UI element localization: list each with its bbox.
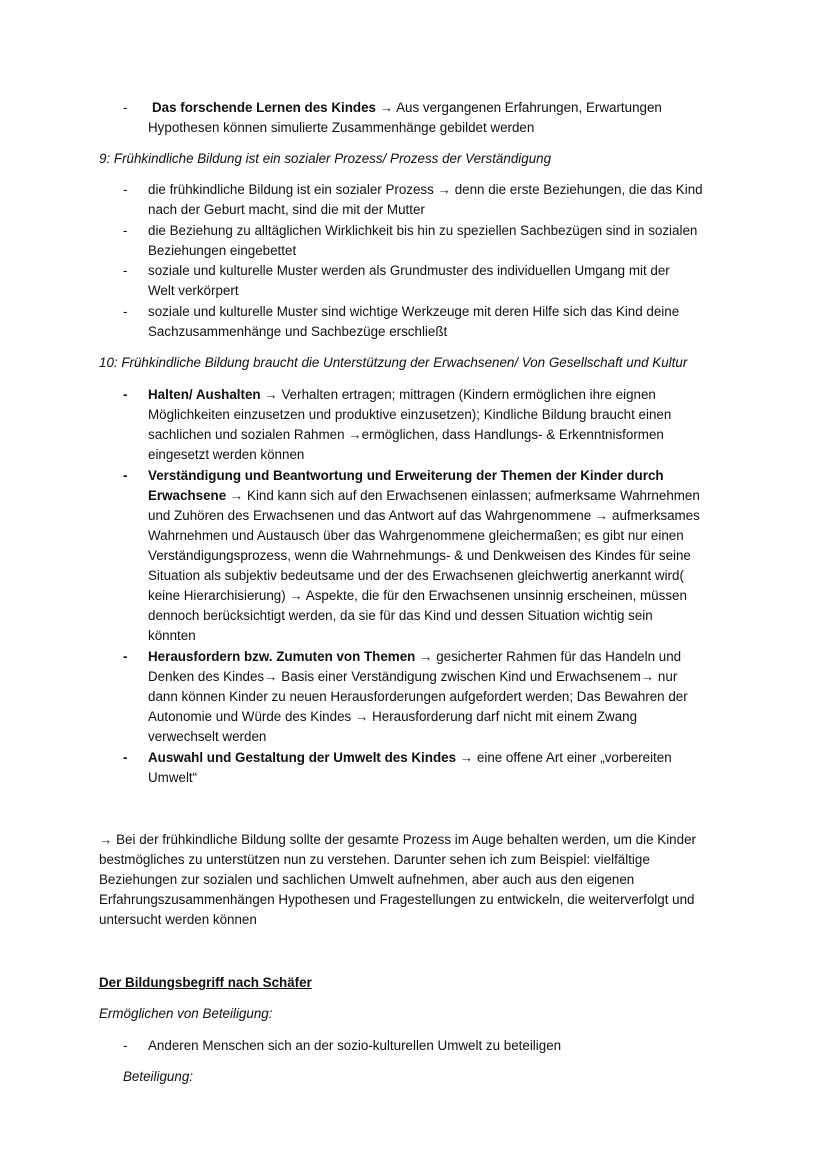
arrow-icon: →: [354, 709, 369, 724]
bildung-item: Anderen Menschen sich an der sozio-kulturellen Umwelt zu beteiligen: [148, 1038, 562, 1053]
s9-item-2-line-1: die Beziehung zu alltäglichen Wirklichkeit bis hin zu speziellen Sachbezügen sind in sozialen: [148, 223, 698, 238]
s9-item-1-text: die frühkindliche Bildung ist ein sozialer Prozess: [148, 182, 434, 197]
s9-item-1-text: denn die erste Beziehungen, die das Kind: [454, 182, 703, 197]
bullet-dash: -: [123, 468, 128, 483]
section-10-heading: 10: Frühkindliche Bildung braucht die Unterstützung der Erwachsenen/ Von Gesellschaft und Kultur: [99, 355, 688, 370]
s10-item-4-title: Auswahl und Gestaltung der Umwelt des Kindes: [148, 750, 457, 765]
intro-item-text: Aus vergangenen Erfahrungen, Erwartungen: [396, 100, 662, 115]
section-9-heading: 9: Frühkindliche Bildung ist ein sozialer Prozess/ Prozess der Verständigung: [99, 151, 552, 166]
s10-item-3-line-4: [148, 707, 637, 727]
arrow-icon: →: [289, 588, 303, 603]
s10-item-2-title-line-2: Erwachsene: [148, 488, 227, 503]
bildung-subheading: Ermöglichen von Beteiligung:: [99, 1006, 273, 1021]
arrow-icon: →: [459, 750, 474, 765]
s10-item-2-text: aufmerksames: [612, 508, 700, 523]
s9-item-4-line-1: soziale und kulturelle Muster sind wichtige Werkzeuge mit deren Hilfe sich das Kind deine: [148, 304, 680, 319]
intro-item-line-1: [152, 98, 662, 118]
s10-item-2-text: Kind kann sich auf den Erwachsenen einlassen; aufmerksame Wahrnehmen: [247, 488, 700, 503]
arrow-icon: →: [229, 488, 244, 503]
s10-item-3-text: nur: [657, 669, 678, 684]
s9-item-1-line-2: nach der Geburt macht, sind die mit der Mutter: [148, 202, 425, 217]
s10-item-3-text: Herausforderung darf nicht mit einem Zwang: [372, 709, 638, 724]
s9-item-3-line-1: soziale und kulturelle Muster werden als Grundmuster des individuellen Umgang mit der: [148, 263, 670, 278]
s10-item-1-line-3: [148, 425, 664, 445]
s10-item-2-line-6: Situation als subjektiv bedeutsame und der des Erwachsenen gleichwertig anerkannt wird(: [148, 568, 684, 583]
s10-item-2-line-5: Verständigungsprozess, wenn die Wahrnehmungs- & und Denkweisen des Kindes für seine: [148, 548, 691, 563]
bullet-dash: -: [123, 649, 128, 664]
arrow-icon: →: [264, 669, 278, 684]
s10-item-4-line-1: [148, 748, 672, 768]
s10-item-3-line-2: [148, 667, 677, 687]
summary-line-3: Beziehungen zur sozialen und sachlichen Umwelt aufnehmen, aber auch aus den eigenen: [99, 872, 635, 887]
arrow-icon: →: [264, 387, 278, 402]
s10-item-2-text: Aspekte, die für den Erwachsenen unsinnig erscheinen, müssen: [305, 588, 687, 603]
s10-item-3-text: gesicherter Rahmen für das Handeln und: [436, 649, 682, 664]
bullet-dash: -: [123, 304, 128, 319]
s10-item-4-line-2: Umwelt“: [148, 770, 198, 785]
s10-item-1-line-1: [148, 385, 656, 405]
bullet-dash: -: [123, 223, 128, 238]
s10-item-2-text: und Zuhören des Erwachsenen und das Antwort auf das Wahrgenommene: [148, 508, 592, 523]
arrow-icon: →: [99, 832, 113, 847]
s10-item-1-line-4: eingesetzt werden können: [148, 447, 305, 462]
s10-item-3-text: Autonomie und Würde des Kindes: [148, 709, 352, 724]
s10-item-2-line-2: [148, 486, 700, 506]
summary-line-4: Erfahrungszusammenhängen Hypothesen und Fragestellungen zu entwickeln, die weiterverfolgt und: [99, 892, 695, 907]
s10-item-2-text: keine Hierarchisierung): [148, 588, 286, 603]
intro-item-line-2: Hypothesen können simulierte Zusammenhänge gebildet werden: [148, 120, 535, 135]
arrow-icon: →: [437, 182, 451, 197]
s10-item-2-title-line-1: Verständigung und Beantwortung und Erweiterung der Themen der Kinder durch: [148, 468, 664, 483]
s10-item-3-text: Basis einer Verständigung zwischen Kind und Erwachsenem: [281, 669, 641, 684]
s10-item-3-line-5: verwechselt werden: [148, 729, 267, 744]
bullet-dash: -: [123, 263, 128, 278]
s10-item-2-line-8: dennoch berücksichtigt werden, da sie für das Kind und dessen Situation wichtig sein: [148, 608, 653, 623]
s10-item-2-line-3: [148, 506, 700, 526]
summary-line-1: [99, 830, 696, 850]
bullet-dash: -: [123, 100, 128, 115]
arrow-icon: →: [419, 649, 433, 664]
bullet-dash: -: [123, 182, 128, 197]
s10-item-3-line-3: dann können Kinder zu neuen Herausforderungen aufgefordert werden; Das Bewahren der: [148, 689, 688, 704]
s10-item-1-text: sachlichen und sozialen Rahmen: [148, 427, 345, 442]
s10-item-2-line-4: Wahrnehmen und Austausch über das Wahrgenommene gleichermaßen; es gibt nur einen: [148, 528, 684, 543]
s10-item-1-title: Halten/ Aushalten: [148, 387, 261, 402]
s10-item-2-line-7: [148, 586, 687, 606]
s10-item-2-line-9: könnten: [148, 628, 196, 643]
s10-item-4-text: eine offene Art einer „vorbereiten: [476, 750, 672, 765]
s9-item-2-line-2: Beziehungen eingebettet: [148, 243, 297, 258]
arrow-icon: →: [348, 427, 362, 442]
s10-item-1-line-2: Möglichkeiten einzusetzen und produktive einzusetzen); Kindliche Bildung braucht einen: [148, 407, 672, 422]
bildung-title: Der Bildungsbegriff nach Schäfer: [99, 975, 312, 990]
summary-line-2: bestmögliches zu unterstützen nun zu verstehen. Darunter sehen ich zum Beispiel: vielfältige: [99, 852, 650, 867]
s10-item-1-text: ermöglichen, dass Handlungs- & Erkenntnisformen: [361, 427, 664, 442]
s10-item-3-line-1: [148, 647, 681, 667]
bullet-dash: -: [123, 750, 128, 765]
s10-item-3-text: Denken des Kindes: [148, 669, 265, 684]
summary-line-5: untersucht werden können: [99, 912, 257, 927]
arrow-icon: →: [379, 100, 394, 115]
summary-text: Bei der frühkindliche Bildung sollte der gesamte Prozess im Auge behalten werden, um die Kinder: [116, 832, 696, 847]
bildung-subheading-2: Beteiligung:: [123, 1069, 193, 1084]
intro-item-title: Das forschende Lernen des Kindes: [152, 100, 376, 115]
arrow-icon: →: [640, 669, 655, 684]
s9-item-1-line-1: [148, 180, 703, 200]
bullet-dash: -: [123, 387, 128, 402]
s10-item-3-title: Herausfordern bzw. Zumuten von Themen: [148, 649, 416, 664]
s10-item-1-text: Verhalten ertragen; mittragen (Kindern ermöglichen ihre eignen: [281, 387, 656, 402]
s9-item-3-line-2: Welt verkörpert: [148, 283, 239, 298]
bullet-dash: -: [123, 1038, 128, 1053]
s9-item-4-line-2: Sachzusammenhänge und Sachbezüge erschließt: [148, 324, 448, 339]
arrow-icon: →: [594, 508, 609, 523]
